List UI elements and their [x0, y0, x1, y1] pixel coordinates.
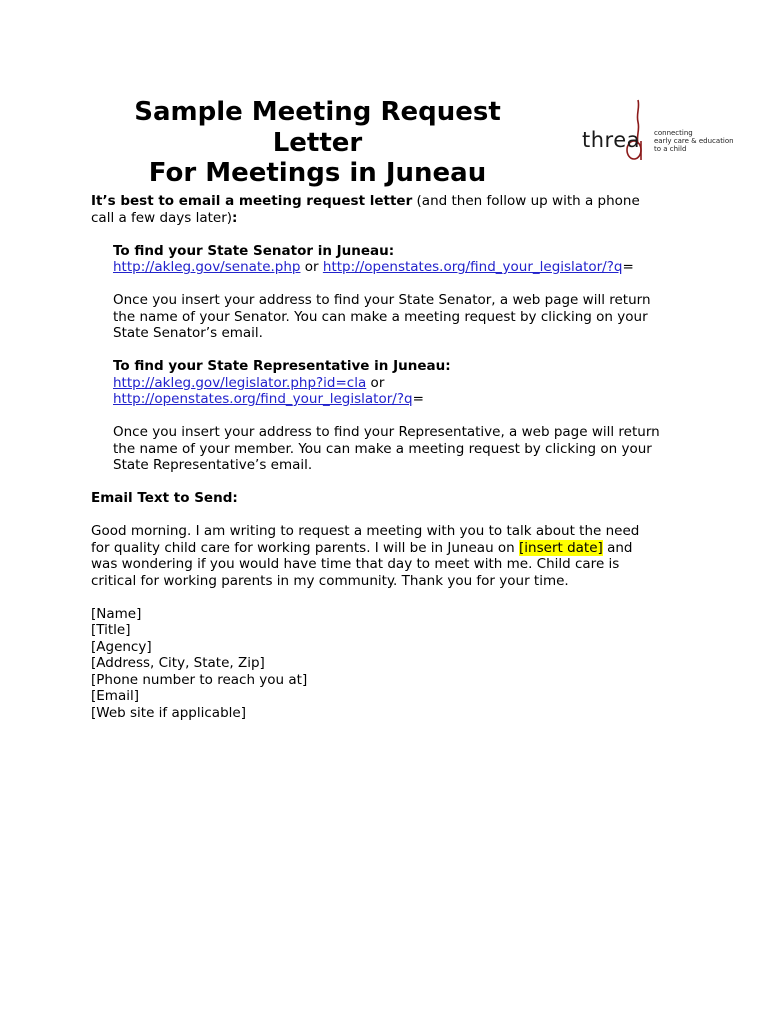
thread-logo	[582, 100, 734, 162]
logo-tagline-line: connecting	[654, 129, 693, 137]
representative-link-suffix: =	[412, 391, 424, 407]
logo-tagline-line: early care & education	[654, 137, 734, 145]
title-line-3: For Meetings in Juneau	[148, 158, 487, 188]
intro-rest: (and then follow up with a phone	[412, 193, 640, 209]
signature-line: [Phone number to reach you at]	[91, 671, 308, 688]
email-body-line: and	[602, 539, 633, 556]
logo-tagline-line: to a child	[654, 145, 687, 153]
senator-link-suffix: =	[622, 259, 634, 275]
signature-line: [Address, City, State, Zip]	[91, 655, 265, 671]
title-line-1: Sample Meeting Request	[134, 97, 501, 127]
senator-section	[91, 243, 691, 474]
representative-heading: To find your State Representative in Juneau:	[113, 358, 451, 374]
openstates-link[interactable]: http://openstates.org/find_your_legislator/?q	[322, 259, 623, 275]
signature-line: [Web site if applicable]	[91, 704, 246, 721]
document-title	[120, 97, 515, 188]
email-body-line: was wondering if you would have time that day to meet with me. Child care is	[91, 556, 620, 572]
intro-paragraph	[91, 193, 691, 226]
representative-or: or	[366, 374, 385, 391]
signature-line: [Agency]	[91, 638, 152, 655]
signature-block	[91, 606, 691, 722]
email-body-line: critical for working parents in my community. Thank you for your time.	[91, 572, 569, 589]
signature-line: [Title]	[91, 622, 131, 638]
senator-desc-line: the name of your Senator. You can make a meeting request by clicking on your	[113, 308, 648, 325]
openstates-link[interactable]: http://openstates.org/find_your_legislator/?q	[113, 391, 413, 407]
intro-colon: :	[232, 209, 238, 226]
document-body	[91, 193, 691, 721]
email-text-heading: Email Text to Send:	[91, 490, 238, 506]
representative-desc-line: the name of your member. You can make a meeting request by clicking on your	[113, 440, 652, 457]
title-line-2: Letter	[272, 128, 363, 158]
senator-desc-line: Once you insert your address to find your State Senator, a web page will return	[113, 292, 651, 308]
senator-desc-line: State Senator’s email.	[113, 325, 263, 341]
signature-line: [Email]	[91, 688, 139, 704]
representative-desc-line: Once you insert your address to find your Representative, a web page will return	[113, 424, 660, 440]
email-body	[91, 523, 691, 589]
senator-or: or	[300, 259, 323, 275]
email-body-line: Good morning. I am writing to request a meeting with you to talk about the need	[91, 523, 640, 539]
signature-line: [Name]	[91, 605, 142, 622]
legislator-link[interactable]: http://akleg.gov/legislator.php?id=cla	[113, 374, 367, 391]
intro-line2: call a few days later)	[91, 209, 233, 226]
insert-date-placeholder: [insert date]	[519, 539, 603, 556]
senate-link[interactable]: http://akleg.gov/senate.php	[113, 259, 301, 275]
senator-heading: To find your State Senator in Juneau:	[113, 242, 395, 259]
logo-wordmark: threa	[582, 128, 641, 152]
email-body-line: for quality child care for working parents. I will be in Juneau on	[91, 539, 520, 556]
intro-bold: It’s best to email a meeting request letter	[91, 193, 413, 209]
representative-desc-line: State Representative’s email.	[113, 457, 313, 473]
logo-tagline	[654, 129, 734, 153]
